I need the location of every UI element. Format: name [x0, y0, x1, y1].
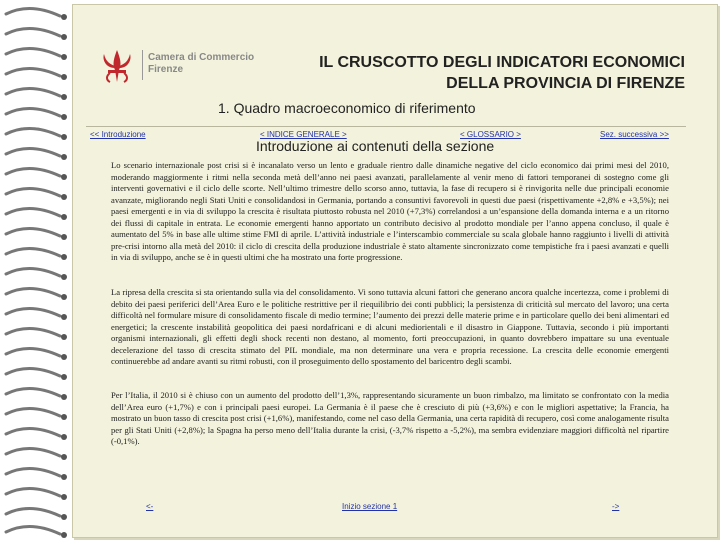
- logo-line1: Camera di Commercio: [148, 52, 255, 63]
- logo-divider: [142, 50, 143, 80]
- nav-link-sezione-successiva[interactable]: Sez. successiva >>: [600, 130, 669, 139]
- prev-page-link[interactable]: <-: [146, 502, 154, 511]
- section-title: Introduzione ai contenuti della sezione: [256, 138, 495, 154]
- next-page-link[interactable]: ->: [612, 502, 620, 511]
- binding-rings: [0, 0, 80, 540]
- paragraph-3: Per l’Italia, il 2010 si è chiuso con un aumento del prodotto dell’1,3%, rappresentando sicuramente un buon rimbalzo, ma limitato se confrontato con la media dell’Area euro (+1,7%) e con i principali paesi europei. La Germania è il paese che è cresciuto di più (+3,6%) e con le migliori aspettative; la Francia, ha mostrato un buon tasso di crescita post crisi (+1,6%), manifestando, come nel caso della Germania, una certa rapidità di recupero, così come analogamente risulta per gli Stati Uniti (+2,8%); la Spagna ha perso meno dell’Italia durante la crisi, (-3,7% rispetto a -5,2%), ma sembra evidenziare maggiori difficoltà nel ripartire (-0,1%).: [111, 390, 669, 446]
- page-title: [319, 52, 685, 94]
- chamber-of-commerce-lily-logo: [94, 46, 140, 86]
- logo-text: [148, 52, 254, 76]
- header-divider: [86, 126, 686, 127]
- paragraph-1: Lo scenario internazionale post crisi si è incanalato verso un lento e graduale rientro dalle dinamiche negative del ciclo economico dai primi mesi del 2010, moderando maggiormente i ritmi nella seconda metà dell’anno nei paesi avanzati, parallelamente al venir meno di fattori temporanei di sostegno come gli interventi governativi e il ciclo delle scorte. Nell’ultimo trimestre dello scorso anno, tuttavia, la fase di recupero si è rinvigorita nelle due principali economie avanzate, migliorando negli Stati Uniti e consolidandosi in Germania, portando a consuntivi favorevoli in questi due paesi (rispettivamente +2,8% e +3,5%); nei paesi emergenti e in via di sviluppo la crescita è risultata piuttosto robusta nel 2010 (+7,3%) correlandosi a un’espansione della domanda interna e a un ritorno dei flussi di capitale in entrata. Le economie emergenti hanno apportato un contributo decisivo al prodotto mondiale per l’anno appena concluso, il quale è aumentato del 5% in base alle ultime stime FMI di aprile. L’attività industriale e l’interscambio commerciale su scala globale hanno raggiunto i livelli di attività pre-crisi intorno alla metà del 2010: il ciclo di crescita della produzione industriale è stato altamente sincronizzato come tempistiche fra i paesi avanzati e quelli in via di sviluppo, anche se è in questi ultimi che ha mostrato una forte progressione.: [111, 160, 669, 262]
- nav-link-introduzione[interactable]: << Introduzione: [90, 130, 146, 139]
- page-subtitle: 1. Quadro macroeconomico di riferimento: [218, 100, 476, 116]
- paragraph-2: La ripresa della crescita si sta orientando sulla via del consolidamento. Vi sono tuttavia alcuni fattori che generano ancora qualche incertezza, come i problemi di debito dei paesi periferici dell’Area Euro e le politiche restrittive per il riequilibrio dei conti pubblici; la persistenza di criticità sul mercato del lavoro; una certa difficoltà nel formulare misure di consolidamento fiscale di medio termine; l’aumento dei prezzi delle materie prime e in particolare quello dei beni alimentari ed energetici; la crescente instabilità geopolitica dei paesi nordafricani e di alcuni mediorientali e il disastro in Giappone. Tuttavia, secondo i più importanti organismi internazionali, gli effetti degli shock recenti non destano, al momento, forti preoccupazioni, in quanto dovrebbero impattare su una eventuale decelerazione del tasso di crescita stimato del PIL mondiale, ma non determinare una vera e propria recessione. La crescita delle economie emergenti continuerebbe ad andare avanti su ritmi robusti, con il proseguimento dello spostamento del baricentro degli scambi.: [111, 287, 669, 366]
- nav-link-indice-generale[interactable]: < INDICE GENERALE >: [260, 130, 347, 139]
- section-start-link[interactable]: Inizio sezione 1: [342, 502, 398, 511]
- nav-link-glossario[interactable]: < GLOSSARIO >: [460, 130, 521, 139]
- logo-line2: Firenze: [148, 64, 184, 75]
- page-title-line2: DELLA PROVINCIA DI FIRENZE: [446, 75, 685, 92]
- page-title-line1: IL CRUSCOTTO DEGLI INDICATORI ECONOMICI: [319, 54, 685, 71]
